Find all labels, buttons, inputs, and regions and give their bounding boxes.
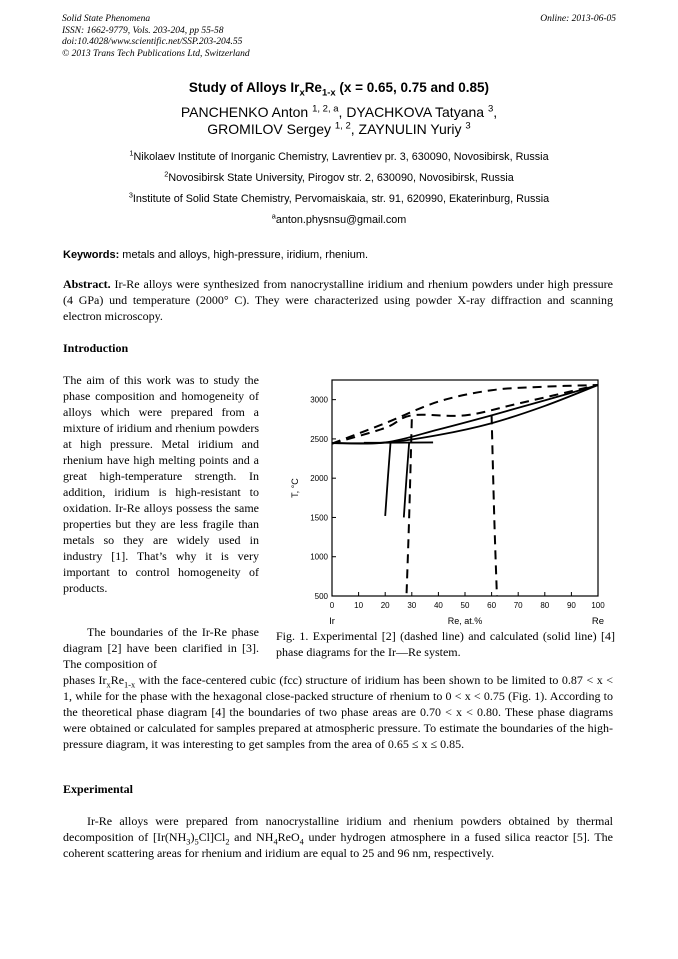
y-tick-label: 1000 (310, 552, 328, 562)
online-date: Online: 2013-06-05 (540, 14, 616, 24)
y-tick-label: 2000 (310, 474, 328, 484)
journal-name: Solid State Phenomena (62, 14, 151, 24)
experimental-paragraph: Ir-Re alloys were prepared from nanocrystalline iridium and rhenium powders obtained by thermal decomposition of $[Ir(NH_3)_5Cl]Cl_2$ and $NH_4ReO_4$ under hydrogen atmosphere in a fused silica reactor [5]. The coherent scattering areas for rhenium and iridium are equal to 25 and 96 nm, respectively. (63, 814, 613, 860)
plot-frame (332, 380, 598, 596)
intro-paragraph-2-start: The boundaries of the Ir-Re phase diagram [2] have been clarified in [3]. The composition of (63, 625, 259, 671)
y-tick-label: 1500 (310, 513, 328, 523)
intro-paragraph-2-cont: phases $Ir_xRe_{1-x}$ with the face-centered cubic (fcc) structure of iridium has been shown to be limited to 0.87 < x < 1, while for the phase with the hexagonal close-packed structure of rhenium to 0 < x < 0.75 (Fig. 1). According to the theoretical phase diagram [4] the boundaries of two phase areas are 0.70 < x < 0.80. These phase diagrams were obtained or calculated for samples prepared at atmospheric pressure. To estimate the boundaries of the high-pressure diagram, it was interesting to get samples from the area of 0.65 ≤ x ≤ 0.85. (63, 673, 614, 751)
x-tick-label: 10 (354, 601, 364, 610)
x-end-label-ir: Ir (329, 616, 335, 627)
doi: doi:10.4028/www.scientific.net/SSP.203-204.55 (62, 37, 243, 47)
series-line-8 (492, 415, 497, 596)
phase-diagram-chart (276, 372, 616, 634)
x-end-label-re: Re (591, 616, 605, 627)
introduction-heading: Introduction (63, 341, 129, 355)
x-tick-label: 90 (566, 601, 576, 610)
y-tick-label: 3000 (310, 395, 328, 405)
affiliation-3: $^3$Institute of Solid State Chemistry, Pervomaiskaia, str. 91, 620990, Ekaterinburg, Russia (128, 190, 550, 205)
series-line-3 (404, 443, 409, 518)
series-line-2 (385, 443, 390, 516)
keywords: Keywords: metals and alloys, high-pressure, iridium, rhenium. (63, 249, 369, 261)
x-tick-label: 0 (329, 601, 335, 610)
journal-header (62, 14, 250, 60)
chart-axes (290, 380, 605, 627)
y-axis-label: T, °C (290, 478, 300, 498)
x-tick-label: 30 (407, 601, 417, 610)
experimental-heading: Experimental (63, 782, 133, 796)
intro-paragraph-1: The aim of this work was to study the phase composition and homogeneity of alloys which were prepared from a mixture of iridium and rhenium powders at high pressure. Metal iridium and rhenium have high melting points and a great high-temperature strength. In addition, iridium is high-resistant to oxidation. Ir-Re alloys possess the same properties but they are less fragile than metals so they are widely used in industry [1]. That’s why it is very important to control homogeneity of products. (63, 373, 259, 595)
email: $^a$anton.physnsu@gmail.com (271, 211, 407, 226)
x-axis-label: Re, at.% (447, 616, 483, 626)
affiliation-2: $^2$Novosibirsk State University, Pirogov str. 2, 630090, Novosibirsk, Russia (164, 169, 514, 184)
affiliation-1: $^1$Nikolaev Institute of Inorganic Chemistry, Lavrentiev pr. 3, 630090, Novosibirsk, Russia (129, 148, 549, 163)
x-tick-label: 70 (513, 601, 523, 610)
authors: PANCHENKO Anton $^{1, 2, a}$, DYACHKOVA Tatyana $^3$, GROMILOV Sergey $^{1, 2}$, ZAYNULIN Yuriy $^3$ (180, 103, 498, 137)
paper-title: Study of Alloys $Ir_xRe_{1-x}$ (x = 0.65, 0.75 and 0.85) (188, 80, 490, 99)
x-tick-label: 60 (487, 601, 497, 610)
chart-series (332, 385, 598, 596)
x-tick-label: 100 (591, 601, 605, 610)
x-tick-label: 40 (433, 601, 443, 610)
y-tick-label: 2500 (310, 434, 328, 444)
issn: ISSN: 1662-9779, Vols. 203-204, pp 55-58 (62, 25, 224, 36)
y-tick-label: 500 (314, 592, 328, 601)
x-tick-label: 80 (540, 601, 550, 610)
copyright: © 2013 Trans Tech Publications Ltd, Switzerland (62, 48, 250, 59)
figure-caption: Fig. 1. Experimental [2] (dashed line) and calculated (solid line) [4] phase diagrams for the Ir—Re system. (276, 629, 615, 659)
abstract: Abstract. Ir-Re alloys were synthesized from nanocrystalline iridium and rhenium powders under high pressure (4 GPa) und temperature (2000° C). They were characterized using powder X-ray diffraction and scanning electron microscopy. (63, 277, 613, 323)
x-tick-label: 20 (380, 601, 390, 610)
x-tick-label: 50 (460, 601, 470, 610)
